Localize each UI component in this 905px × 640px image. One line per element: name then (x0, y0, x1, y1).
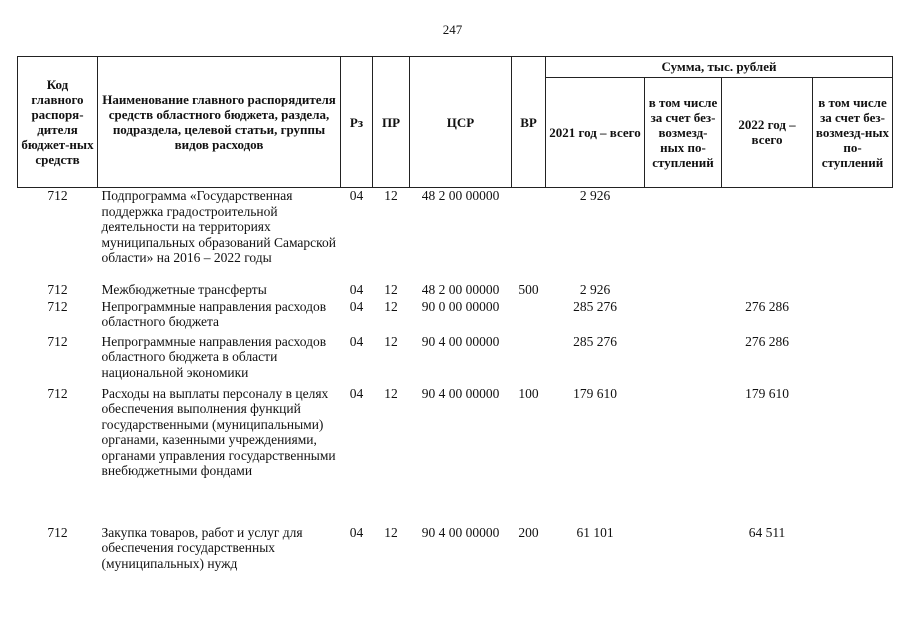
header-name: Наименование главного распорядителя средств областного бюджета, раздела, подраздела, целевой статьи, группы видов расходов (98, 57, 341, 188)
cell-2022-total: 179 610 (745, 385, 789, 401)
table-row (18, 386, 893, 525)
table-row (18, 282, 893, 299)
cell-code: 712 (47, 385, 68, 401)
cell-2021-free (645, 334, 722, 386)
cell-2021-free (645, 525, 722, 577)
cell-code: 712 (47, 298, 68, 314)
table-row (18, 525, 893, 577)
cell-vr (512, 188, 546, 282)
cell-2021-free (645, 188, 722, 282)
header-sum-group: Сумма, тыс. рублей (546, 57, 893, 78)
cell-csr: 90 0 00 00000 (421, 298, 500, 314)
cell-vr: 500 (518, 281, 539, 297)
cell-2022-free (813, 188, 893, 282)
cell-pr: 12 (384, 188, 398, 203)
cell-name: Непрограммные направления расходов областного бюджета (101, 298, 327, 329)
cell-pr: 12 (384, 281, 398, 297)
header-vr: ВР (512, 57, 546, 188)
cell-rz: 04 (349, 385, 364, 401)
table-row (18, 188, 893, 282)
cell-vr: 200 (518, 524, 539, 540)
cell-2022-free (813, 386, 893, 525)
cell-2021-free (645, 299, 722, 334)
header-pr: ПР (373, 57, 410, 188)
table-row (18, 299, 893, 334)
cell-csr: 48 2 00 00000 (421, 281, 500, 297)
cell-2021-total: 2 926 (579, 188, 611, 203)
table-row (18, 334, 893, 386)
header-2022-total: 2022 год – всего (722, 77, 813, 187)
cell-2022-total: 276 286 (745, 333, 789, 349)
budget-table (17, 56, 893, 577)
cell-csr: 90 4 00 00000 (421, 524, 500, 540)
cell-name: Межбюджетные трансферты (101, 281, 267, 297)
cell-2022-free (813, 282, 893, 299)
cell-2022-total (722, 282, 813, 299)
cell-name: Непрограммные направления расходов областного бюджета в области национальной экономики (101, 333, 327, 380)
header-2021-total: 2021 год – всего (546, 77, 645, 187)
cell-vr (512, 334, 546, 386)
header-rz: Рз (341, 57, 373, 188)
header-csr: ЦСР (410, 57, 512, 188)
cell-2021-total: 285 276 (573, 298, 617, 314)
cell-code: 712 (47, 333, 68, 349)
cell-2022-total: 276 286 (745, 298, 789, 314)
cell-2022-total: 64 511 (748, 524, 786, 540)
cell-2021-free (645, 282, 722, 299)
cell-2022-free (813, 334, 893, 386)
cell-2021-total: 2 926 (579, 281, 611, 297)
header-2022-free: в том числе за счет без-возмезд-ных по-ступлений (813, 77, 893, 187)
cell-code: 712 (47, 281, 68, 297)
cell-rz: 04 (349, 298, 364, 314)
cell-rz: 04 (349, 281, 364, 297)
table-header (18, 57, 893, 188)
cell-rz: 04 (349, 333, 364, 349)
cell-code: 712 (47, 188, 68, 203)
cell-pr: 12 (384, 333, 398, 349)
cell-2021-total: 61 101 (576, 524, 614, 540)
cell-2021-total: 179 610 (573, 385, 617, 401)
cell-2021-total: 285 276 (573, 333, 617, 349)
cell-code: 712 (47, 524, 68, 540)
cell-2021-free (645, 386, 722, 525)
cell-rz: 04 (349, 524, 364, 540)
cell-pr: 12 (384, 524, 398, 540)
cell-2022-total (722, 188, 813, 282)
cell-vr (512, 299, 546, 334)
cell-csr: 48 2 00 00000 (421, 188, 500, 203)
cell-csr: 90 4 00 00000 (421, 385, 500, 401)
header-2021-free: в том числе за счет без-возмезд-ных по-ступлений (645, 77, 722, 187)
cell-name: Закупка товаров, работ и услуг для обеспечения государственных (муниципальных) нужд (101, 524, 303, 571)
cell-pr: 12 (384, 385, 398, 401)
cell-name: Подпрограмма «Государственная поддержка градостроительной деятельности на территориях муниципальных образований Самарской области» на 2016 – 2022 годы (101, 188, 336, 265)
cell-name: Расходы на выплаты персоналу в целях обеспечения выполнения функций государственными (муниципальными) органами, казенными учреждениями, органами управления государственными внебюджетными фондами (101, 385, 336, 478)
cell-rz: 04 (349, 188, 364, 203)
page-number: 247 (442, 22, 463, 37)
cell-vr: 100 (518, 385, 539, 401)
cell-2022-free (813, 525, 893, 577)
cell-2022-free (813, 299, 893, 334)
header-code: Код главного распоря-дителя бюджет-ных средств (18, 57, 98, 188)
cell-csr: 90 4 00 00000 (421, 333, 500, 349)
cell-pr: 12 (384, 298, 398, 314)
